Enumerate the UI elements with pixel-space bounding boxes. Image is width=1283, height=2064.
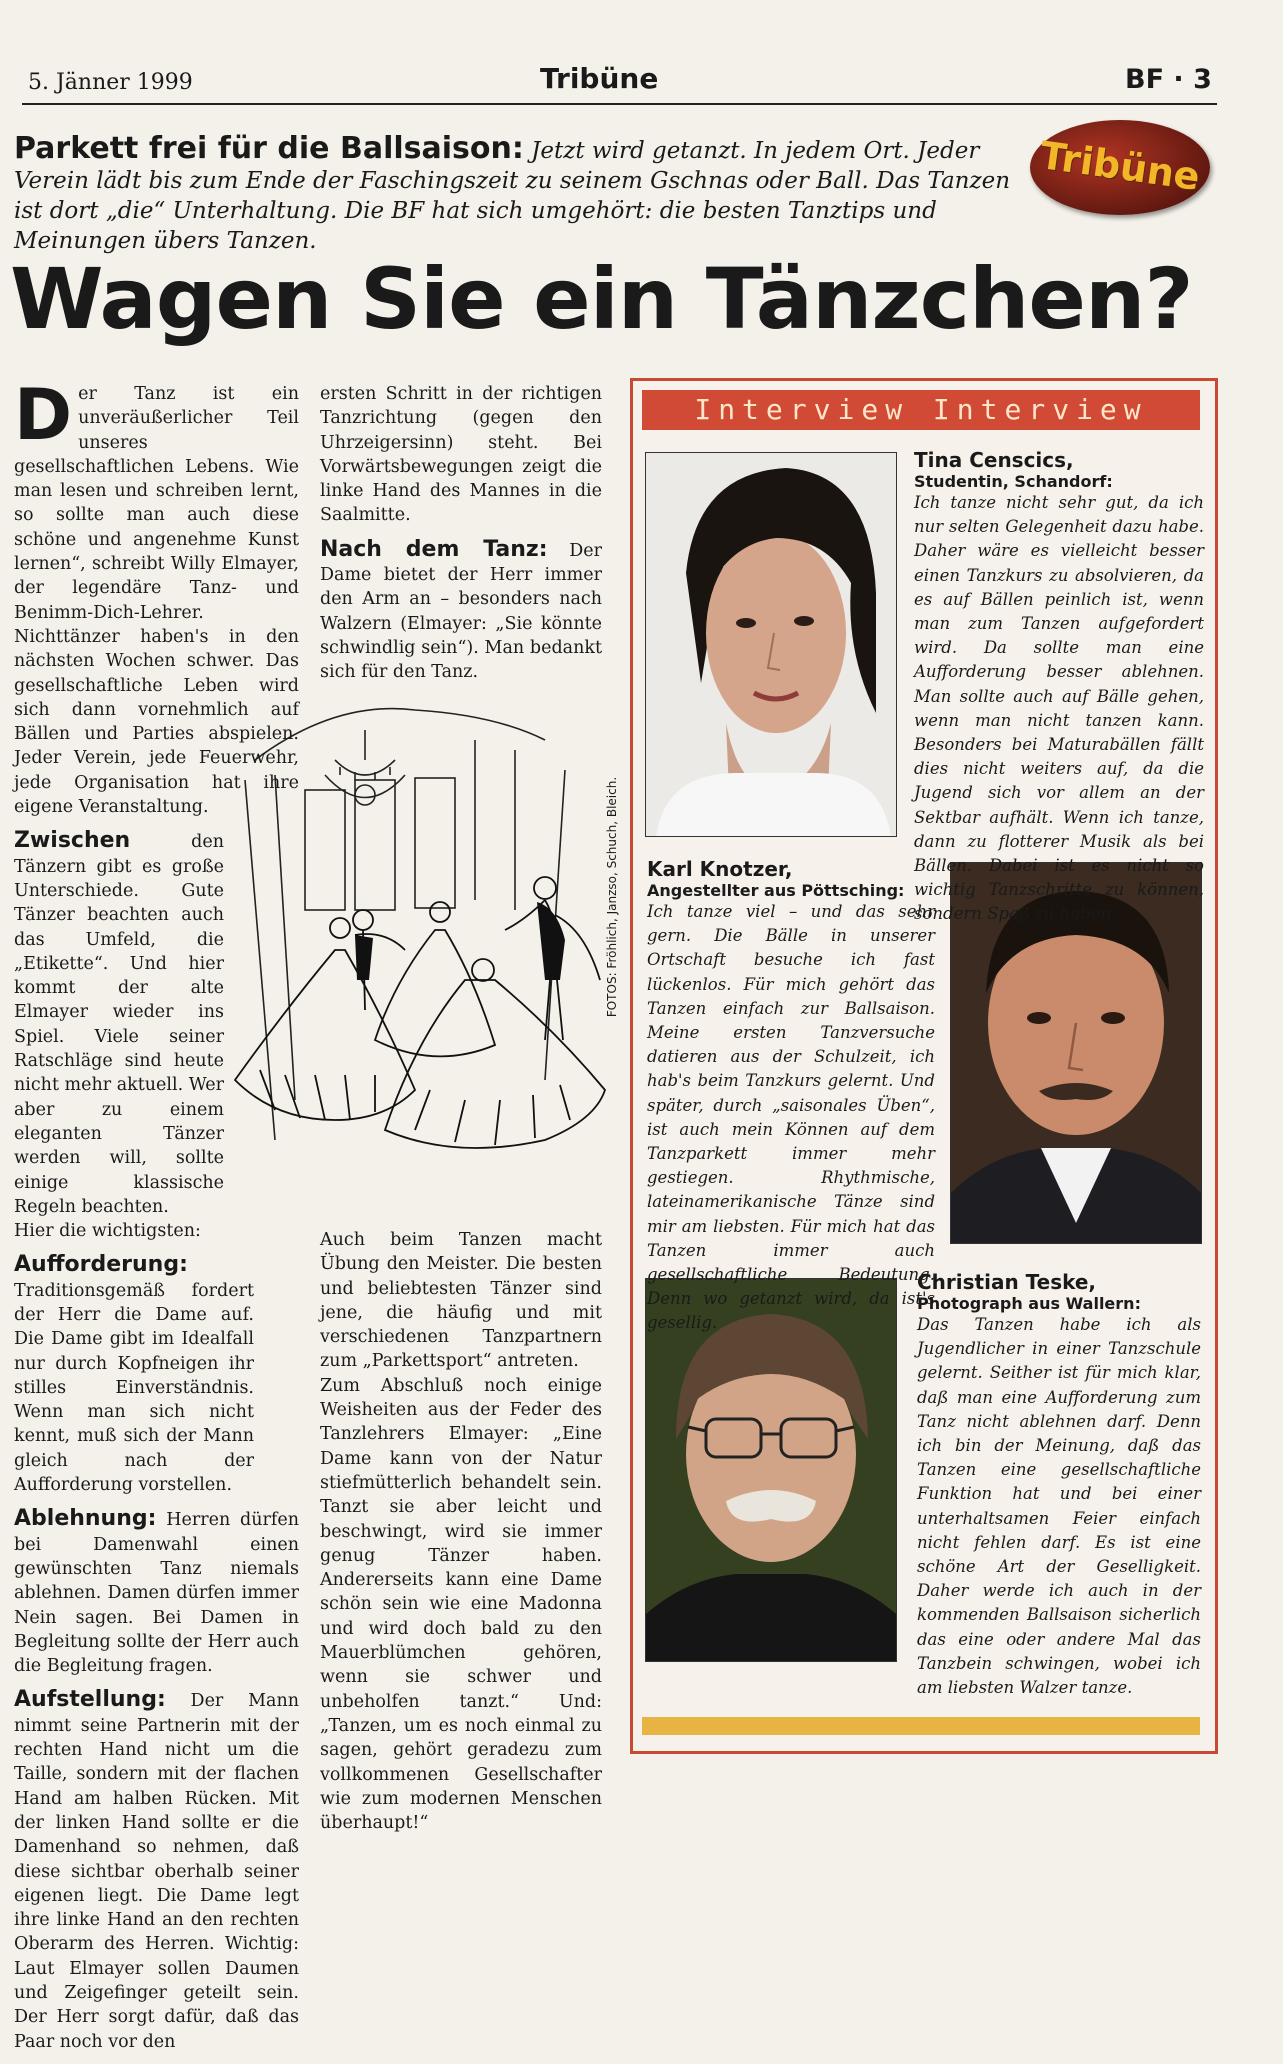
interview-entry-1	[914, 448, 1204, 927]
article-paragraph	[14, 1507, 299, 1678]
intro-lead: Parkett frei für die Ballsaison:	[14, 131, 524, 166]
subhead-aufstellung: Aufstellung:	[14, 1687, 166, 1713]
paragraph-text: Der Dame bietet der Herr immer den Arm an – besonders nach Walzern (Elmayer: „Sie könnte schwindlig sein“). Man bedankt sich für den Tanz.	[320, 540, 602, 683]
page-number: BF · 3	[1125, 64, 1212, 95]
paragraph-text: Hier die wichtigsten:	[14, 1221, 201, 1242]
issue-date: 5. Jänner 1999	[28, 70, 193, 95]
article-column-2-top	[320, 382, 602, 695]
photo-credit-text: FOTOS: Fröhlich, Janzso, Schuch, Bleich.	[605, 776, 619, 1018]
subhead-nach-dem-tanz: Nach dem Tanz:	[320, 536, 548, 562]
interview-entry-2	[647, 857, 935, 1336]
article-paragraph: ersten Schritt in der richtigen Tanzrichtung (gegen den Uhrzeigersinn) steht. Bei Vorwärtsbewegungen zeigt die linke Hand des Mannes in die Saalmitte.	[320, 384, 602, 526]
interviewee-quote: Das Tanzen habe ich als Jugendlicher in einer Tanzschule gelernt. Seither ist für mich klar, daß man eine Aufforderung zum Tanz nicht ablehnen darf. Denn ich bin der Meinung, daß das Tanzen eine gesellschaftliche Funktion hat und bei einer unterhaltsamen Feier einfach nicht fehlen darf. Es ist eine schöne Art der Geselligkeit. Daher werde ich auch in der kommenden Ballsaison sicherlich das eine oder andere Mal das Tanzbein schwingen, wobei ich am liebsten Walzer tanze.	[917, 1315, 1201, 1698]
interview-entry-3	[917, 1270, 1201, 1700]
interviewee-quote: Ich tanze viel – und das sehr gern. Die Bälle in unserer Ortschaft besuche ich fast lückenlos. Für mich gehört das Tanzen einfach zur Ballsaison. Meine ersten Tanzversuche datieren aus der Schulzeit, ich hab's beim Tanzkurs gelernt. Und später, durch „saisonales Üben“, ist auch mein Können auf dem Tanzparkett immer mehr gestiegen. Rhythmische, lateinamerikanische Tänze sind mir am liebsten. Für mich hat das Tanzen immer auch gesellschaftliche Bedeutung. Denn wo getanzt wird, da ist's gesellig.	[647, 902, 935, 1333]
interview-bottom-bar	[642, 1717, 1200, 1735]
interviewee-name: Tina Censcics,	[914, 448, 1074, 472]
intro-body: Jetzt wird getanzt. In jedem Ort. Jeder Verein lädt bis zum Ende der Faschingszeit zu seinem Gschnas oder Ball. Das Tanzen ist dort „die“ Unterhaltung. Die BF hat sich umgehört: die besten Tanztips und Meinungen übers Tanzen.	[14, 138, 1011, 254]
paragraph-text: er Tanz ist ein unveräußerlicher Teil unseres gesellschaftlichen Lebens. Wie man lesen und schreiben lernt, so sollte man auch diese schöne und angenehme Kunst lernen“, schreibt Willy Elmayer, der legendäre Tanz- und Benimm-Dich-Lehrer. Nichttänzer haben's in den nächsten Wochen schwer. Das gesellschaftliche Leben wird sich dann vornehmlich auf Bällen und Parties abspielen. Jeder Verein, jede Feuerwehr, jede Organisation hat ihre eigene Veranstaltung.	[14, 384, 299, 818]
ballroom-dancers-illustration	[215, 680, 610, 1160]
article-column-2-bottom	[320, 1228, 602, 1845]
article-paragraph: Auch beim Tanzen macht Übung den Meister. Die besten und beliebtesten Tänzer sind jene, die häufig und mit verschiedenen Tanzpartnern zum „Parkettsport“ antreten.	[320, 1230, 602, 1372]
article-paragraph	[14, 1688, 299, 2053]
paragraph-text: Herren dürfen bei Damenwahl einen gewünschten Tanz niemals ablehnen. Damen dürfen immer Nein sagen. Bei Damen in Begleitung sollte der Herr auch die Begleitung fragen.	[14, 1510, 299, 1677]
subhead-zwischen: Zwischen	[14, 828, 131, 854]
headline: Wagen Sie ein Tänzchen?	[10, 250, 1193, 348]
portrait-tina-censcics	[645, 452, 897, 837]
article-paragraph	[320, 538, 602, 685]
article-paragraph	[14, 829, 224, 1243]
paragraph-text: den Tänzern gibt es große Unterschiede. Gute Tänzer beachten auch das Umfeld, die „Etikette“. Und hier kommt der alte Elmayer wieder ins Spiel. Viele seiner Ratschläge sind heute nicht mehr aktuell. Wer aber zu einem eleganten Tänzer werden will, sollte einige klassische Regeln beachten.	[14, 832, 224, 1217]
interview-banner: Interview Interview	[642, 390, 1200, 430]
badge-label: Tribüne	[1037, 133, 1203, 199]
paragraph-text: Traditionsgemäß fordert der Herr die Dame auf. Die Dame gibt im Idealfall nur durch Kopfneigen ihr stilles Einverständnis. Wenn man sich nicht kennt, muß sich der Mann gleich nach der Aufforderung vorstellen.	[14, 1280, 254, 1496]
article-paragraph: Zum Abschluß noch einige Weisheiten aus der Feder des Tanzlehrers Elmayer: „Eine Dame kann von der Natur stiefmütterlich behandelt sein. Tanzt sie aber leicht und beschwingt, wird sie immer genug Tänzer haben. Andererseits kann eine Dame schön sein wie eine Madonna und wird doch bald zu den Mauerblümchen gehören, wenn sie schwer und unbeholfen tanzt.“ Und: „Tanzen, um es noch einmal zu sagen, gehört geradezu zum vollkommenen Gesellschafter wie zum modernen Menschen überhaupt!“	[320, 1375, 602, 1834]
interviewee-role: Angestellter aus Pöttsching:	[647, 881, 905, 900]
section-title: Tribüne	[540, 62, 659, 95]
header-rule	[22, 103, 1217, 105]
page-header	[0, 0, 1283, 110]
interviewee-quote: Ich tanze nicht sehr gut, da ich nur selten Gelegenheit dazu habe. Daher wäre es vielleicht besser einen Tanzkurs zu absolvieren, da es auf Bällen peinlich ist, wenn man zum Tanzen aufgefordert wird. Da sollte man eine Aufforderung besser ablehnen. Man sollte auch auf Bälle gehen, wenn man nicht tanzen kann. Besonders bei Maturabällen fällt dies nicht weiters auf, da die Jugend sich vor allem an der Sektbar aufhält. Wenn ich tanze, dann zu flotterer Musik als bei Bällen. Dabei ist es nicht so wichtig Tanzschritte zu können, sondern Spaß zu haben.	[914, 493, 1204, 924]
subhead-aufforderung: Aufforderung:	[14, 1252, 188, 1278]
article-paragraph	[14, 1253, 254, 1497]
paragraph-text: Der Mann nimmt seine Partnerin mit der rechten Hand nicht um die Taille, sondern mit der flachen Hand am halben Rücken. Mit der linken Hand sollte er die Damenhand so nehmen, daß diese sichtbar oberhalb seiner eigenen liegt. Die Dame legt ihre linke Hand an den rechten Oberarm des Herren. Wichtig: Laut Elmayer sollen Daumen und Zeigefinger geteilt sein. Der Herr sorgt dafür, daß das Paar noch vor den	[14, 1691, 299, 2052]
interviewee-role: Studentin, Schandorf:	[914, 472, 1113, 491]
tribune-badge-logo	[1030, 120, 1210, 215]
interviewee-name: Karl Knotzer,	[647, 857, 793, 881]
intro-text	[14, 131, 1014, 256]
article-column-1	[14, 374, 299, 2064]
subhead-ablehnung: Ablehnung:	[14, 1506, 157, 1532]
interviewee-role: Photograph aus Wallern:	[917, 1294, 1141, 1313]
interviewee-name: Christian Teske,	[917, 1270, 1097, 1294]
photo-credit	[592, 760, 619, 1040]
drop-cap: D	[14, 374, 73, 456]
